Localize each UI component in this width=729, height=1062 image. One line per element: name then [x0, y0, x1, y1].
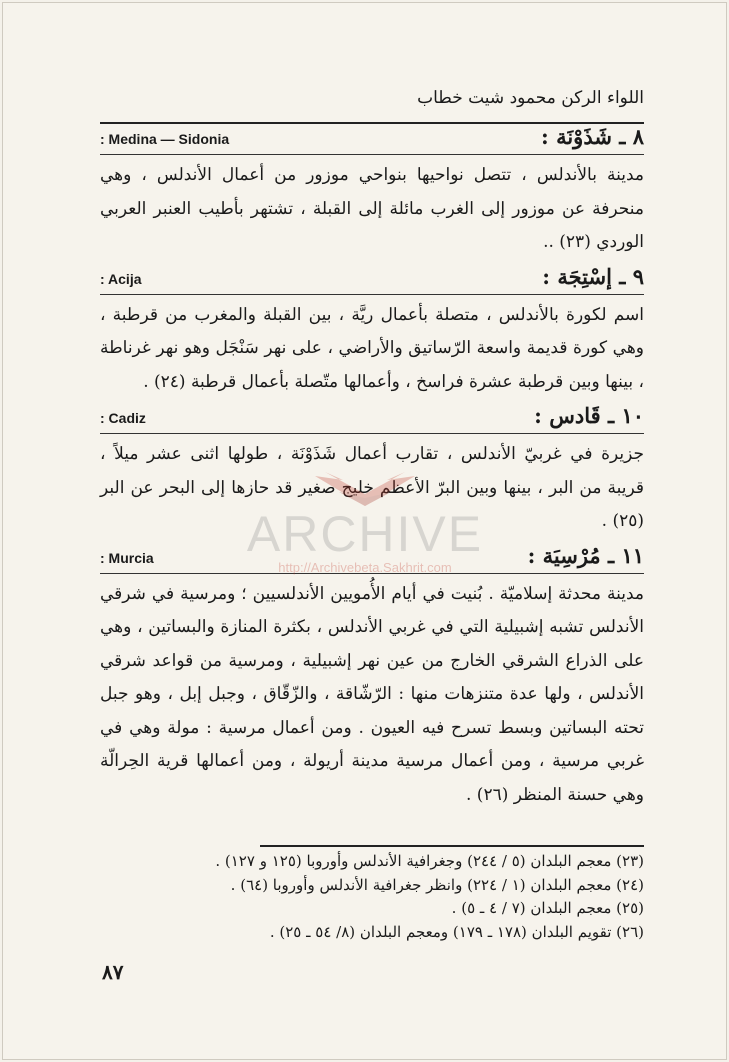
- page-number: ٨٧: [102, 960, 124, 984]
- footnotes: [100, 850, 644, 944]
- entry-heading: [100, 543, 644, 574]
- footnote-rule: [260, 845, 644, 847]
- entry-qadis: [100, 403, 644, 539]
- page-content: [100, 124, 644, 816]
- entry-body: اسم لكورة بالأندلس ، متصلة بأعمال ريَّة ، بين القبلة والمغرب من قرطبة ، وهي كورة قديمة واسعة الرّساتيق والأراضي ، على نهر سَنْجَل وهو نهر غرناطة ، بينها وبين قرطبة عشرة فراسخ ، وأعمالها متّصلة بأعمال قرطبة (٢٤) .: [100, 304, 644, 392]
- entry-title: ٩ ـ إسْتِجَة :: [542, 263, 644, 289]
- watermark-text: ARCHIVE: [246, 506, 484, 562]
- entry-heading: [100, 264, 644, 295]
- entry-latin-name: : Medina — Sidonia: [100, 131, 230, 147]
- running-header: اللواء الركن محمود شيت خطاب: [417, 88, 644, 108]
- footnote: (٢٦) تقويم البلدان (١٧٨ ـ ١٧٩) ومعجم البلدان (٨/ ٥٤ ـ ٢٥) .: [269, 922, 644, 941]
- entry-body: جزيرة في غربيّ الأندلس ، تقارب أعمال شَذَوْنَة ، طولها اثنى عشر ميلاً ، قريبة من البر ، بينها وبين البرّ الأعظم خليج صغير قد حازها إلى البحر عن البر (٢٥) .: [100, 444, 645, 531]
- footnote: (٢٥) معجم البلدان (٧ / ٤ ـ ٥) .: [451, 899, 644, 917]
- entry-latin-name: : Cadiz: [100, 410, 146, 426]
- entry-heading: [100, 403, 644, 434]
- watermark-url: http://Archivebeta.Sakhrit.com: [278, 560, 452, 575]
- footnote: (٢٣) معجم البلدان (٥ / ٢٤٤) وجغرافية الأندلس وأوروبا (١٢٥ و ١٢٧) .: [215, 852, 644, 870]
- entry-latin-name: : Murcia: [100, 549, 154, 566]
- entry-title: ٨ ـ شَذَوْنَة :: [541, 124, 644, 149]
- entry-heading: [100, 124, 644, 155]
- entry-body: مدينة محدثة إسلاميّة . بُنيت في أيام الأُمويين الأندلسيين ؛ ومرسية في شرقي الأندلس تشبه إشبيلية التي في غربي الأندلس ، بكثرة المنازة والبساتين ، وهي على الذراع الشرقي الخارج من عين نهر إشبيلية ، ومرسية من قواعد شرقي الأندلس ، ولها عدة متنزهات منها : الرّشّاقة ، والزّقّاق ، وجبل إبل ، وهو جبل تحته البساتين وبسط تسرح فيه العيون . ومن أعمال مرسية : مولة وهي في غربي مرسية ، ومن أعمال مرسية مدينة أريولة ، ومن أعمالها قرية الحِرالّة وهي حسنة المنظر (٢٦) .: [100, 583, 644, 805]
- entry-title: ١١ ـ مُرْسِيَة :: [527, 542, 644, 568]
- entry-shadhawna: [100, 124, 644, 260]
- entry-latin-name: : Acija: [100, 270, 142, 287]
- entry-title: ١٠ ـ قَادس :: [534, 403, 644, 428]
- entry-istija: [100, 264, 644, 400]
- entry-mursiya: [100, 543, 644, 813]
- footnote: (٢٤) معجم البلدان (١ / ٢٢٤) وانظر جغرافية الأندلس وأوروبا (٦٤) .: [230, 875, 644, 894]
- entry-body: مدينة بالأندلس ، تتصل نواحيها بنواحي موزور من أعمال الأندلس ، وهي منحرفة عن موزور إلى الغرب مائلة إلى القبلة ، تشتهر بأطيب العنبر العربي الوردي (٢٣) ..: [100, 165, 644, 252]
